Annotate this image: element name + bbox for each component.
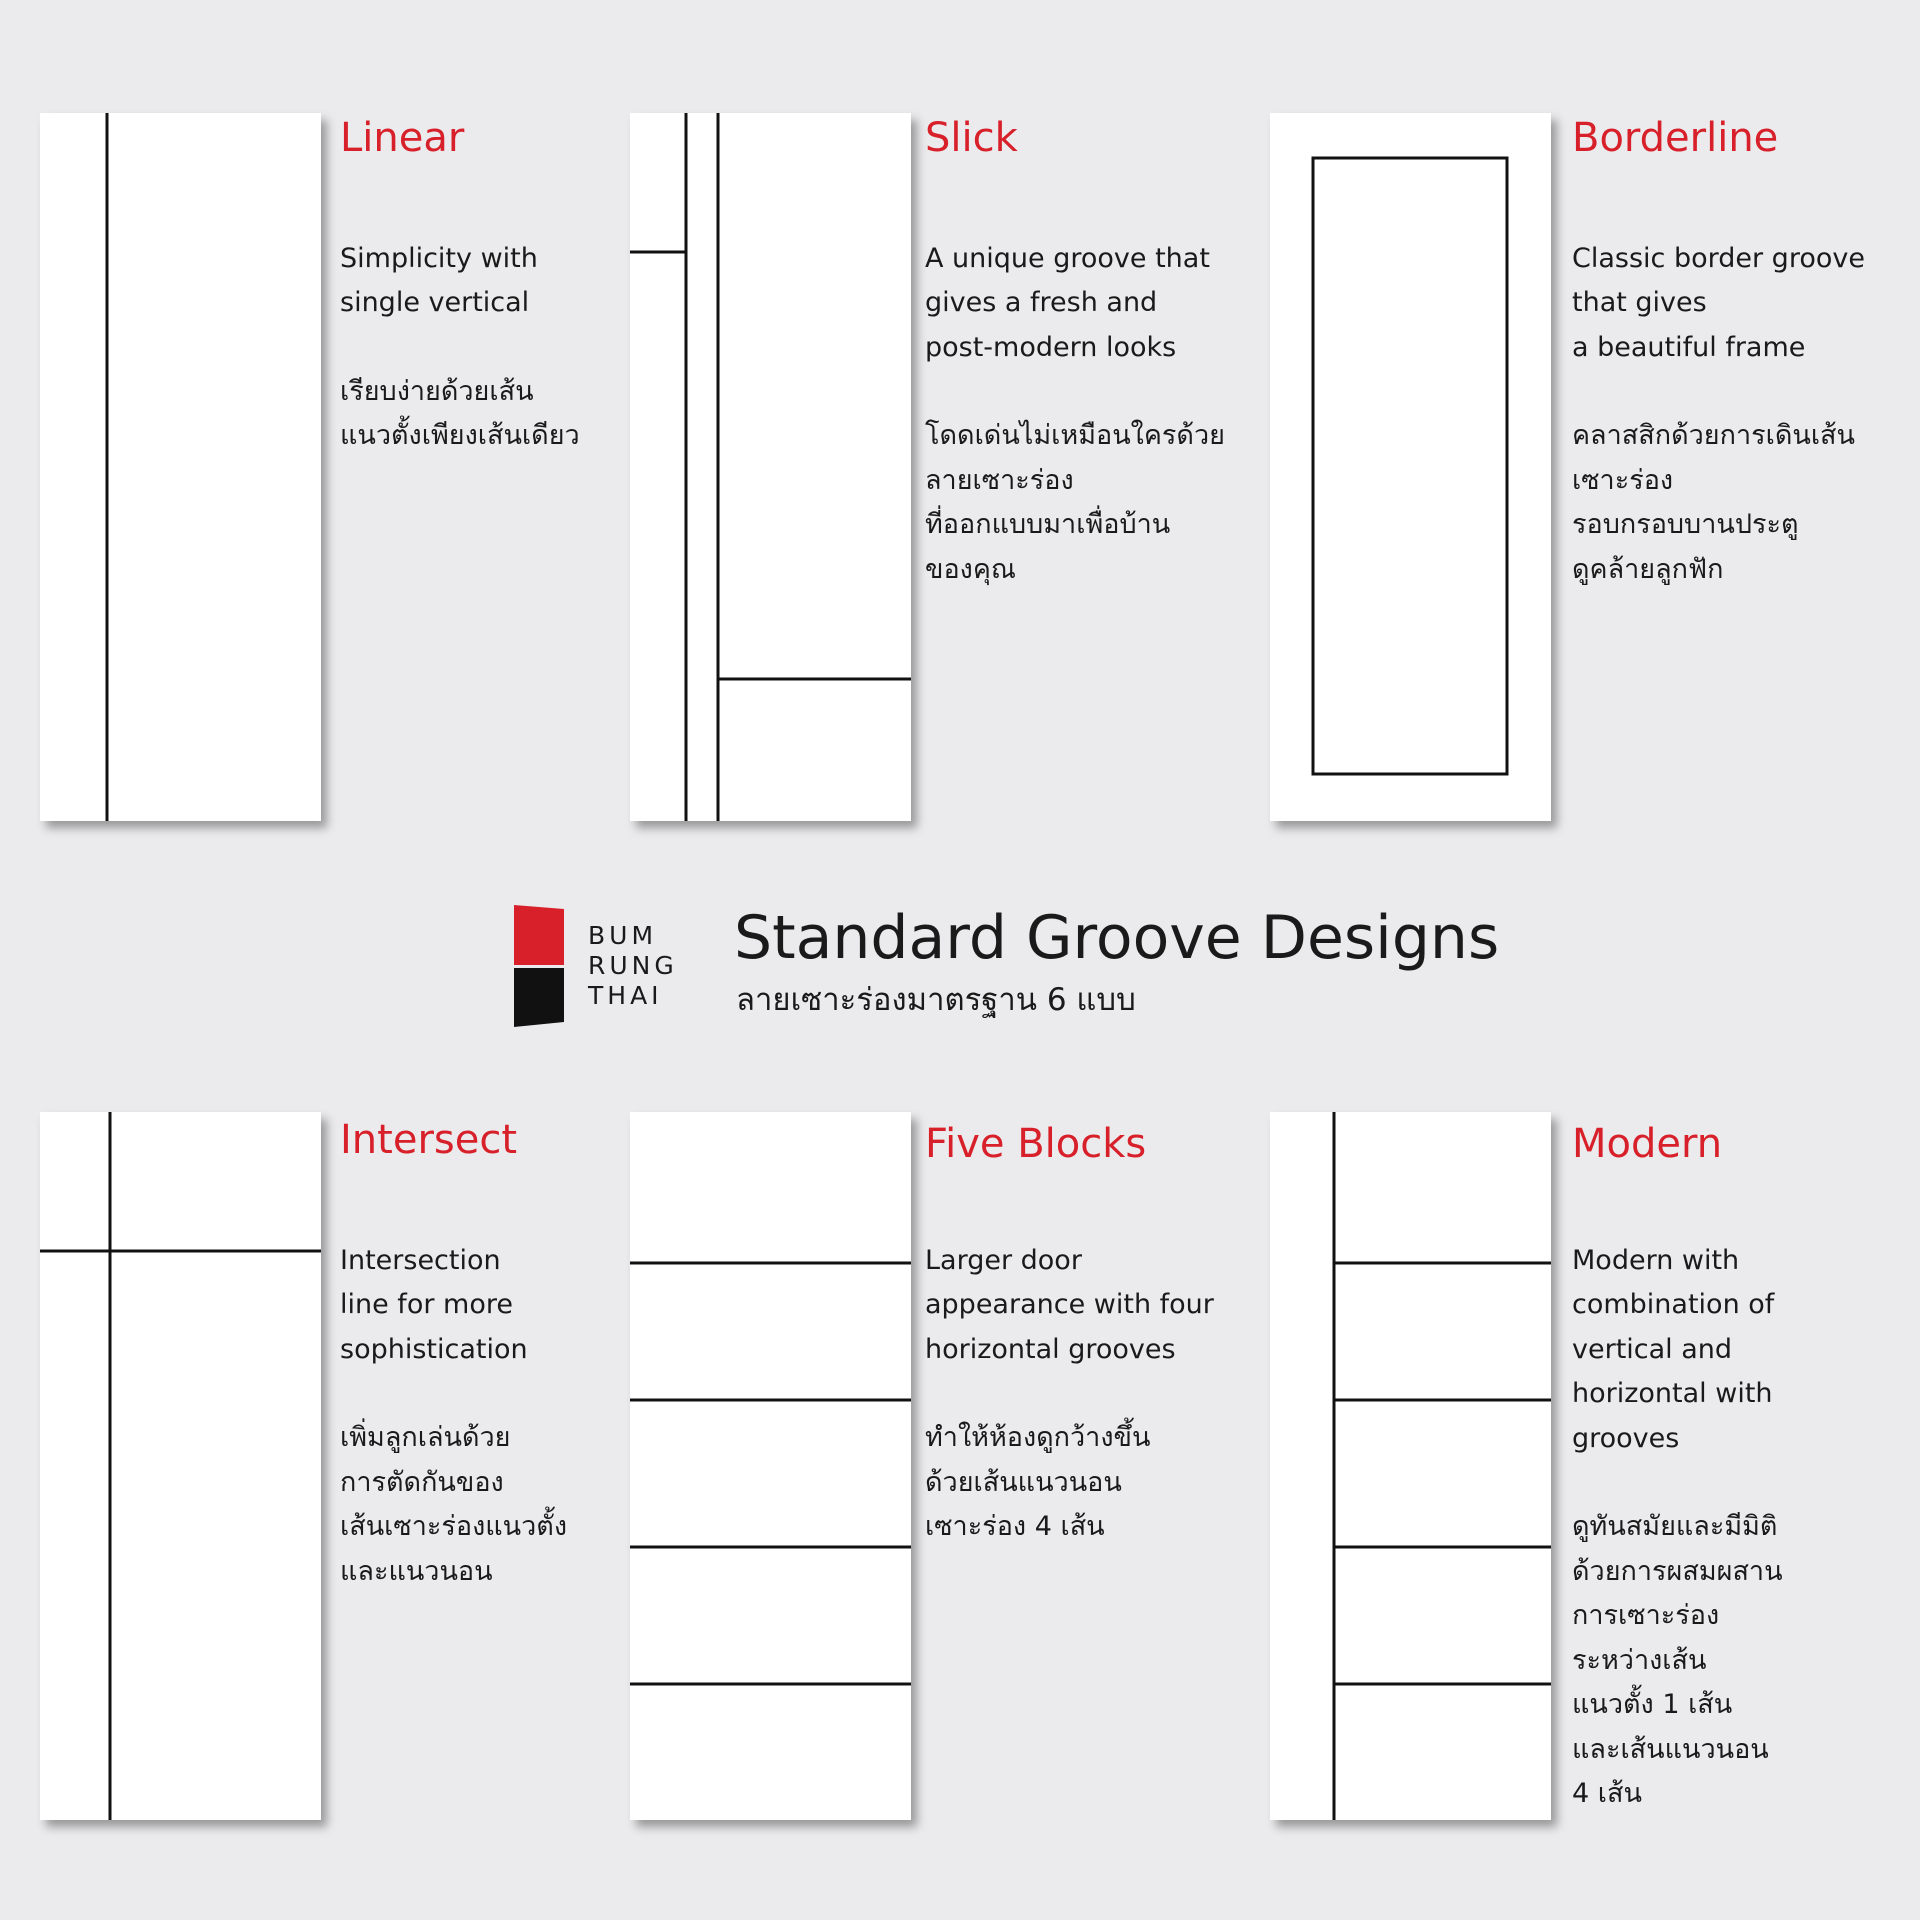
design-title-linear: Linear [340,115,465,161]
door-modern [1270,1112,1551,1820]
description-en: Modern with combination of vertical and horizontal with grooves [1572,1244,1775,1454]
logo-wordmark: BUM RUNG THAI [588,921,678,1010]
door-intersect [40,1112,321,1820]
page-title: Standard Groove Designs [734,903,1500,973]
page-subtitle: ลายเซาะร่องมาตรฐาน 6 แบบ [736,982,1136,1018]
description-en: Simplicity with single vertical [340,242,538,318]
description-en: Larger door appearance with four horizontal grooves [925,1244,1214,1365]
door-borderline [1270,113,1551,821]
design-title-intersect: Intersect [340,1117,518,1163]
description-en: A unique groove that gives a fresh and post-modern looks [925,242,1210,363]
five-blocks-groove-pattern [630,1112,911,1820]
door-five-blocks [630,1112,911,1820]
design-title-five-blocks: Five Blocks [925,1121,1147,1167]
intersect-groove-pattern [40,1112,321,1820]
description-th: ดูทันสมัยและมีมิติ ด้วยการผสมผสาน การเซาะร่อง ระหว่างเส้น แนวตั้ง 1 เส้น และเส้นแนวนอน 4 เส้น [1572,1511,1783,1809]
description-en: Intersection line for more sophistication [340,1244,528,1365]
design-title-borderline: Borderline [1572,115,1779,161]
slick-groove-pattern [630,113,911,821]
borderline-groove-pattern [1270,113,1551,821]
design-title-slick: Slick [925,115,1018,161]
description-th: คลาสสิกด้วยการเดินเส้น เซาะร่อง รอบกรอบบานประตู ดูคล้ายลูกฟัก [1572,420,1855,585]
logo-mark-icon [514,905,564,1027]
design-description-intersect [340,1194,567,1639]
door-slick [630,113,911,821]
description-en: Classic border groove that gives a beautiful frame [1572,242,1865,363]
modern-groove-pattern [1270,1112,1551,1820]
description-th: เรียบง่ายด้วยเส้น แนวตั้งเพียงเส้นเดียว [340,375,580,451]
description-th: ทำให้ห้องดูกว้างขึ้น ด้วยเส้นแนวนอน เซาะร่อง 4 เส้น [925,1422,1151,1542]
design-title-modern: Modern [1572,1121,1723,1167]
description-th: เพิ่มลูกเล่นด้วย การตัดกันของ เส้นเซาะร่องแนวตั้ง และแนวนอน [340,1422,568,1587]
door-linear [40,113,321,821]
design-description-five-blocks [925,1194,1214,1594]
design-description-borderline [1572,192,1865,637]
linear-groove-pattern [40,113,321,821]
description-th: โดดเด่นไม่เหมือนใครด้วย ลายเซาะร่อง ที่ออกแบบมาเพื่อบ้าน ของคุณ [925,420,1225,585]
design-description-slick [925,192,1225,637]
bumrungthai-logo [514,905,696,1027]
design-description-linear [340,192,580,503]
border-groove [1313,158,1507,774]
design-description-modern [1572,1194,1783,1861]
